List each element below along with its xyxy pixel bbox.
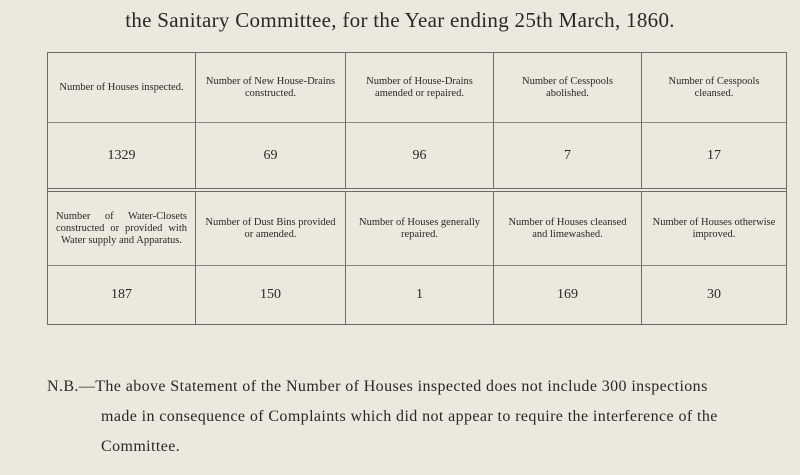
header-cesspools-abolished: Number of Cesspools abolished.	[493, 53, 641, 123]
header-new-house-drains: Number of New House-Drains constructed.	[195, 53, 345, 123]
value-houses-repaired: 1	[345, 266, 493, 324]
value-houses-inspected: 1329	[107, 148, 136, 163]
header-houses-inspected: Number of Houses inspected.	[48, 53, 195, 123]
value-cesspools-cleansed: 17	[641, 123, 786, 189]
header-water-closets: Number of Water-Closets constructed or provided with Water supply and Apparatus.	[48, 192, 195, 266]
page-title: the Sanitary Committee, for the Year ending 25th March, 1860.	[125, 8, 675, 32]
header-houses-repaired: Number of Houses generally repaired.	[345, 192, 493, 266]
footnote	[47, 372, 787, 462]
footnote-line-2: made in consequence of Complaints which did not appear to require the interference of the	[101, 408, 718, 425]
header-dust-bins: Number of Dust Bins provided or amended.	[195, 192, 345, 266]
footnote-line-3: Committee.	[101, 438, 181, 455]
header-houses-improved: Number of Houses otherwise improved.	[641, 192, 786, 266]
value-house-drains-amended: 96	[345, 123, 493, 189]
footnote-line-1: N.B.—The above Statement of the Number of Houses inspected does not include 300 inspections	[47, 378, 708, 395]
value-houses-cleansed: 169	[493, 266, 641, 324]
value-new-house-drains: 69	[195, 123, 345, 189]
table-section-top	[48, 53, 786, 189]
value-houses-improved: 30	[641, 266, 786, 324]
table-section-bottom	[48, 192, 786, 324]
header-houses-cleansed: Number of Houses cleansed and limewashed.	[493, 192, 641, 266]
value-dust-bins: 150	[195, 266, 345, 324]
header-house-drains-amended: Number of House-Drains amended or repaired.	[345, 53, 493, 123]
header-cesspools-cleansed: Number of Cesspools cleansed.	[641, 53, 786, 123]
value-water-closets: 187	[111, 287, 132, 302]
value-cesspools-abolished: 7	[493, 123, 641, 189]
statistics-table	[47, 52, 787, 325]
